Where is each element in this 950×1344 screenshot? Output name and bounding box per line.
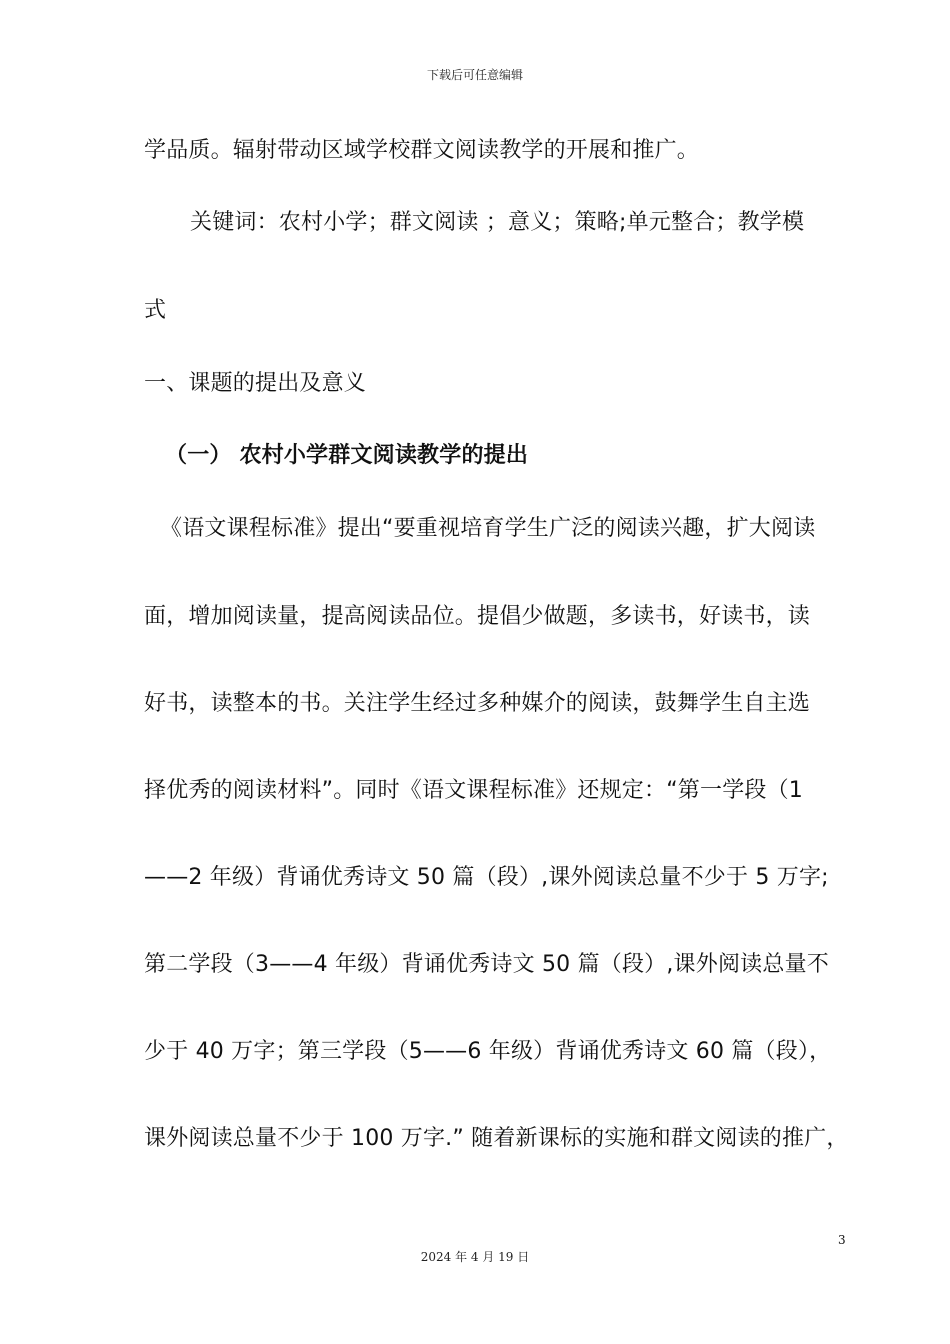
paragraph-line: 好书，读整本的书。关注学生经过多种媒介的阅读，鼓舞学生自主选 [144, 691, 811, 716]
page-number: 3 [838, 1233, 846, 1247]
paragraph-line: 第二学段（3——4 年级）背诵优秀诗文 50 篇（段）,课外阅读总量不 [144, 952, 829, 977]
paragraph-line: ——2 年级）背诵优秀诗文 50 篇（段）,课外阅读总量不少于 5 万字; [144, 865, 829, 890]
page-header: 下载后可任意编辑 [426, 68, 523, 82]
page-footer-date: 2024 年 4 月 19 日 [420, 1250, 530, 1264]
paragraph-line: 少于 40 万字；第三学段（5——6 年级）背诵优秀诗文 60 篇（段）， [144, 1039, 832, 1064]
subsection-heading: （一） 农村小学群文阅读教学的提出 [165, 443, 529, 468]
paragraph-line: 择优秀的阅读材料”。同时《语文课程标准》还规定：“第一学段（1 [144, 778, 803, 803]
paragraph-line: 面，增加阅读量，提高阅读品位。提倡少做题，多读书，好读书，读 [144, 604, 811, 629]
keywords-line-continued: 式 [144, 298, 167, 323]
keywords-line: 关键词：农村小学；群文阅读 ；意义；策略;单元整合；教学模 [190, 210, 805, 235]
paragraph-line: 课外阅读总量不少于 100 万字.” 随着新课标的实施和群文阅读的推广， [144, 1126, 849, 1151]
section-heading: 一、课题的提出及意义 [144, 371, 367, 396]
intro-tail-line: 学品质。辐射带动区域学校群文阅读教学的开展和推广。 [144, 138, 700, 163]
paragraph-line: 《语文课程标准》提出“要重视培育学生广泛的阅读兴趣，扩大阅读 [160, 516, 816, 541]
